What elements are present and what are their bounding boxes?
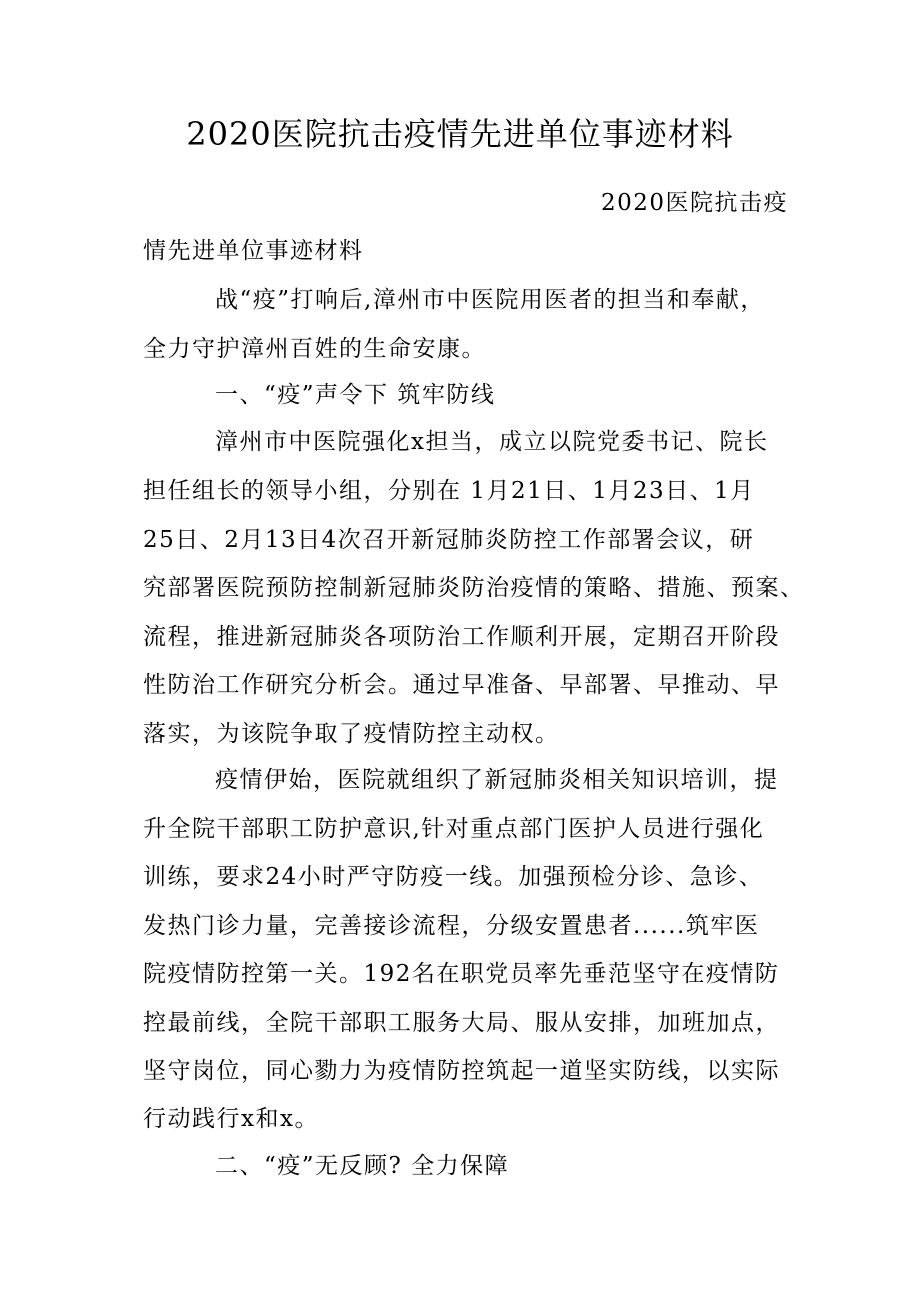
paragraph-1-line-7: 落实，为该院争取了疫情防控主动权。	[143, 721, 560, 747]
paragraph-1-line-4: 究部署医院预防控制新冠肺炎防治疫情的策略、措施、预案、	[143, 575, 805, 601]
paragraph-2-line-5: 院疫情防控第一关。192名在职党员率先垂范坚守在疫情防	[143, 961, 780, 987]
paragraph-2-line-3: 训练，要求24小时严守防疫一线。加强预检分诊、急诊、	[143, 864, 764, 890]
paragraph-1-line-2: 担任组长的领导小组，分别在 1月21日、1月23日、1月	[143, 478, 755, 504]
paragraph-2-line-2: 升全院干部职工防护意识,针对重点部门医护人员进行强化	[143, 816, 765, 842]
paragraph-1-line-5: 流程，推进新冠肺炎各项防治工作顺利开展，定期召开阶段	[143, 624, 780, 650]
document-title: 2020医院抗击疫情先进单位事迹材料	[186, 115, 734, 153]
section-heading-2: 二、“疫”无反顾? 全力保障	[215, 1153, 510, 1179]
paragraph-2-line-8: 行动践行x和x。	[143, 1106, 319, 1132]
paragraph-2-line-1: 疫情伊始，医院就组织了新冠肺炎相关知识培训，提	[215, 767, 779, 793]
paragraph-1-line-6: 性防治工作研究分析会。通过早准备、早部署、早推动、早	[143, 672, 780, 698]
paragraph-2-line-6: 控最前线，全院干部职工服务大局、服从安排，加班加点，	[143, 1010, 780, 1036]
section-heading-1: 一、“疫”声令下 筑牢防线	[215, 382, 496, 408]
paragraph-2-line-4: 发热门诊力量，完善接诊流程，分级安置患者......筑牢医	[143, 913, 760, 939]
paragraph-1-line-1: 漳州市中医院强化x担当，成立以院党委书记、院长	[215, 429, 769, 455]
subtitle-line-2: 情先进单位事迹材料	[143, 238, 364, 264]
paragraph-2-line-7: 坚守岗位，同心勠力为疫情防控筑起一道坚实防线，以实际	[143, 1058, 780, 1084]
paragraph-1-line-3: 25日、2月13日4次召开新冠肺炎防控工作部署会议，研	[143, 527, 755, 553]
paragraph-intro-line-1: 战“疫”打响后,漳州市中医院用医者的担当和奉献，	[215, 287, 765, 313]
subtitle-line-1: 2020医院抗击疫	[600, 190, 788, 216]
paragraph-intro-line-2: 全力守护漳州百姓的生命安康。	[143, 336, 486, 362]
